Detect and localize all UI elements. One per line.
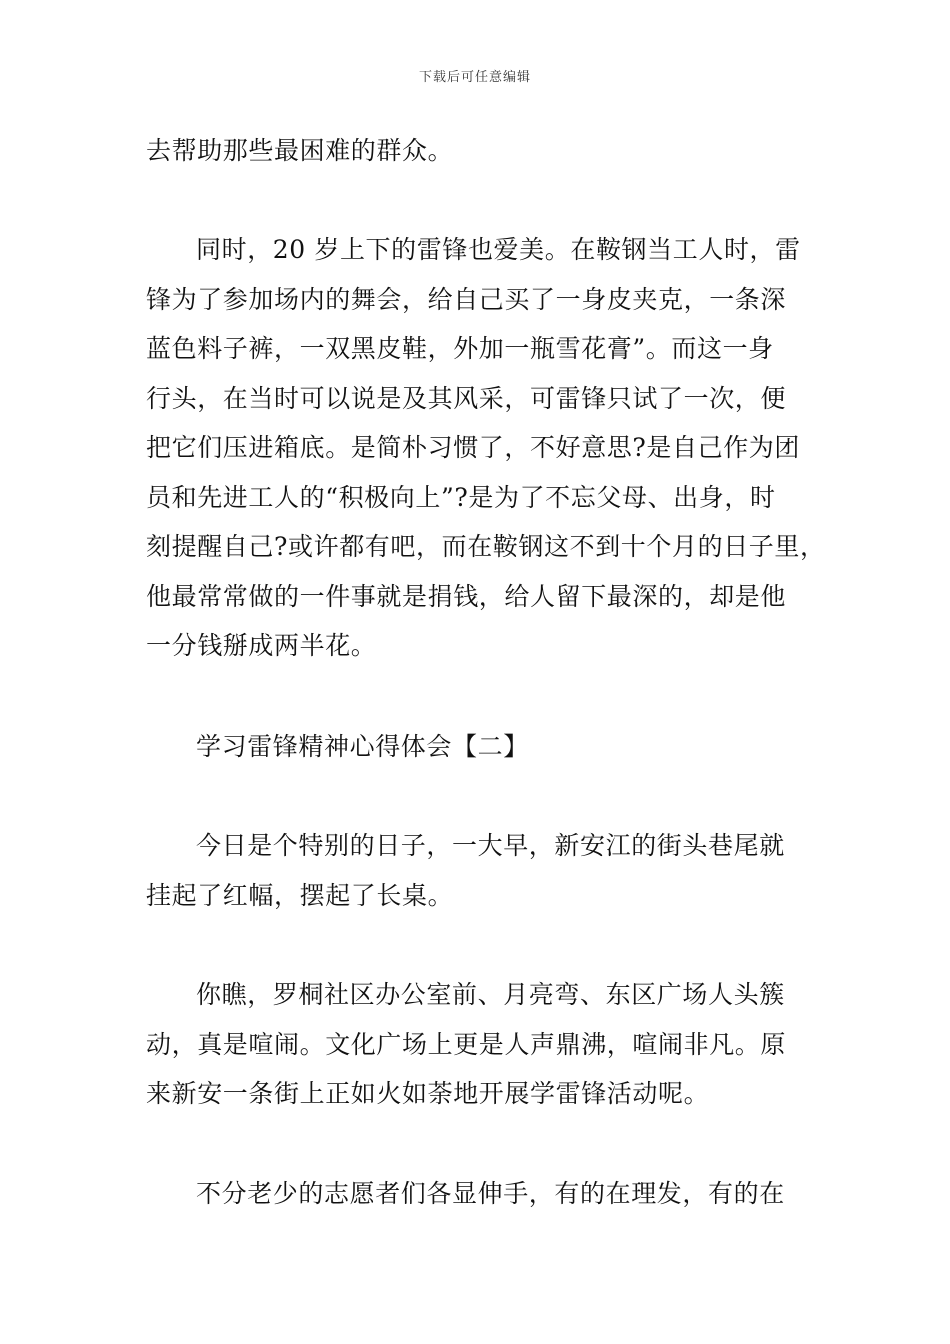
paragraph-4 — [146, 970, 812, 1119]
section-heading-text: 学习雷锋精神心得体会【二】 — [196, 732, 529, 761]
text-line: 不分老少的志愿者们各显伸手，有的在理发，有的在 — [196, 1179, 785, 1208]
text-line: 来新安一条街上正如火如荼地开展学雷锋活动呢。 — [146, 1079, 710, 1108]
text-line: 一分钱掰成两半花。 — [146, 631, 377, 660]
text-line: 他最常常做的一件事就是捐钱，给人留下最深的，却是他 — [146, 581, 787, 611]
text-line: 把它们压进箱底。是简朴习惯了，不好意思?是自己作为团 — [146, 433, 801, 462]
paragraph-5 — [146, 1169, 812, 1219]
section-heading — [146, 722, 812, 772]
text-line: 去帮助那些最困难的群众。 — [146, 136, 454, 165]
paragraph-2 — [146, 225, 826, 671]
text-line: 动，真是喧闹。文化广场上更是人声鼎沸，喧闹非凡。原 — [146, 1029, 787, 1059]
text-line: 行头，在当时可以说是及其风采，可雷锋只试了一次，便 — [146, 383, 787, 413]
paragraph-1 — [146, 126, 812, 176]
text-line: 挂起了红幅，摆起了长桌。 — [146, 880, 454, 910]
page-header-note: 下载后可任意编辑 — [418, 70, 531, 85]
text-line: 锋为了参加场内的舞会，给自己买了一身皮夹克，一条深 — [146, 284, 787, 314]
text-line: 你瞧，罗桐社区办公室前、月亮弯、东区广场人头簇 — [196, 980, 785, 1009]
paragraph-3 — [146, 821, 812, 920]
text-line: 同时，20 岁上下的雷锋也爱美。在鞍钢当工人时，雷 — [196, 235, 801, 264]
text-line: 今日是个特别的日子，一大早，新安江的街头巷尾就 — [196, 831, 785, 860]
text-line: 员和先进工人的“积极向上”?是为了不忘父母、出身，时 — [146, 482, 776, 512]
text-line: 蓝色料子裤，一双黑皮鞋，外加一瓶雪花膏”。而这一身 — [146, 334, 774, 363]
text-line: 刻提醒自己?或许都有吧，而在鞍钢这不到十个月的日子里， — [146, 532, 826, 561]
